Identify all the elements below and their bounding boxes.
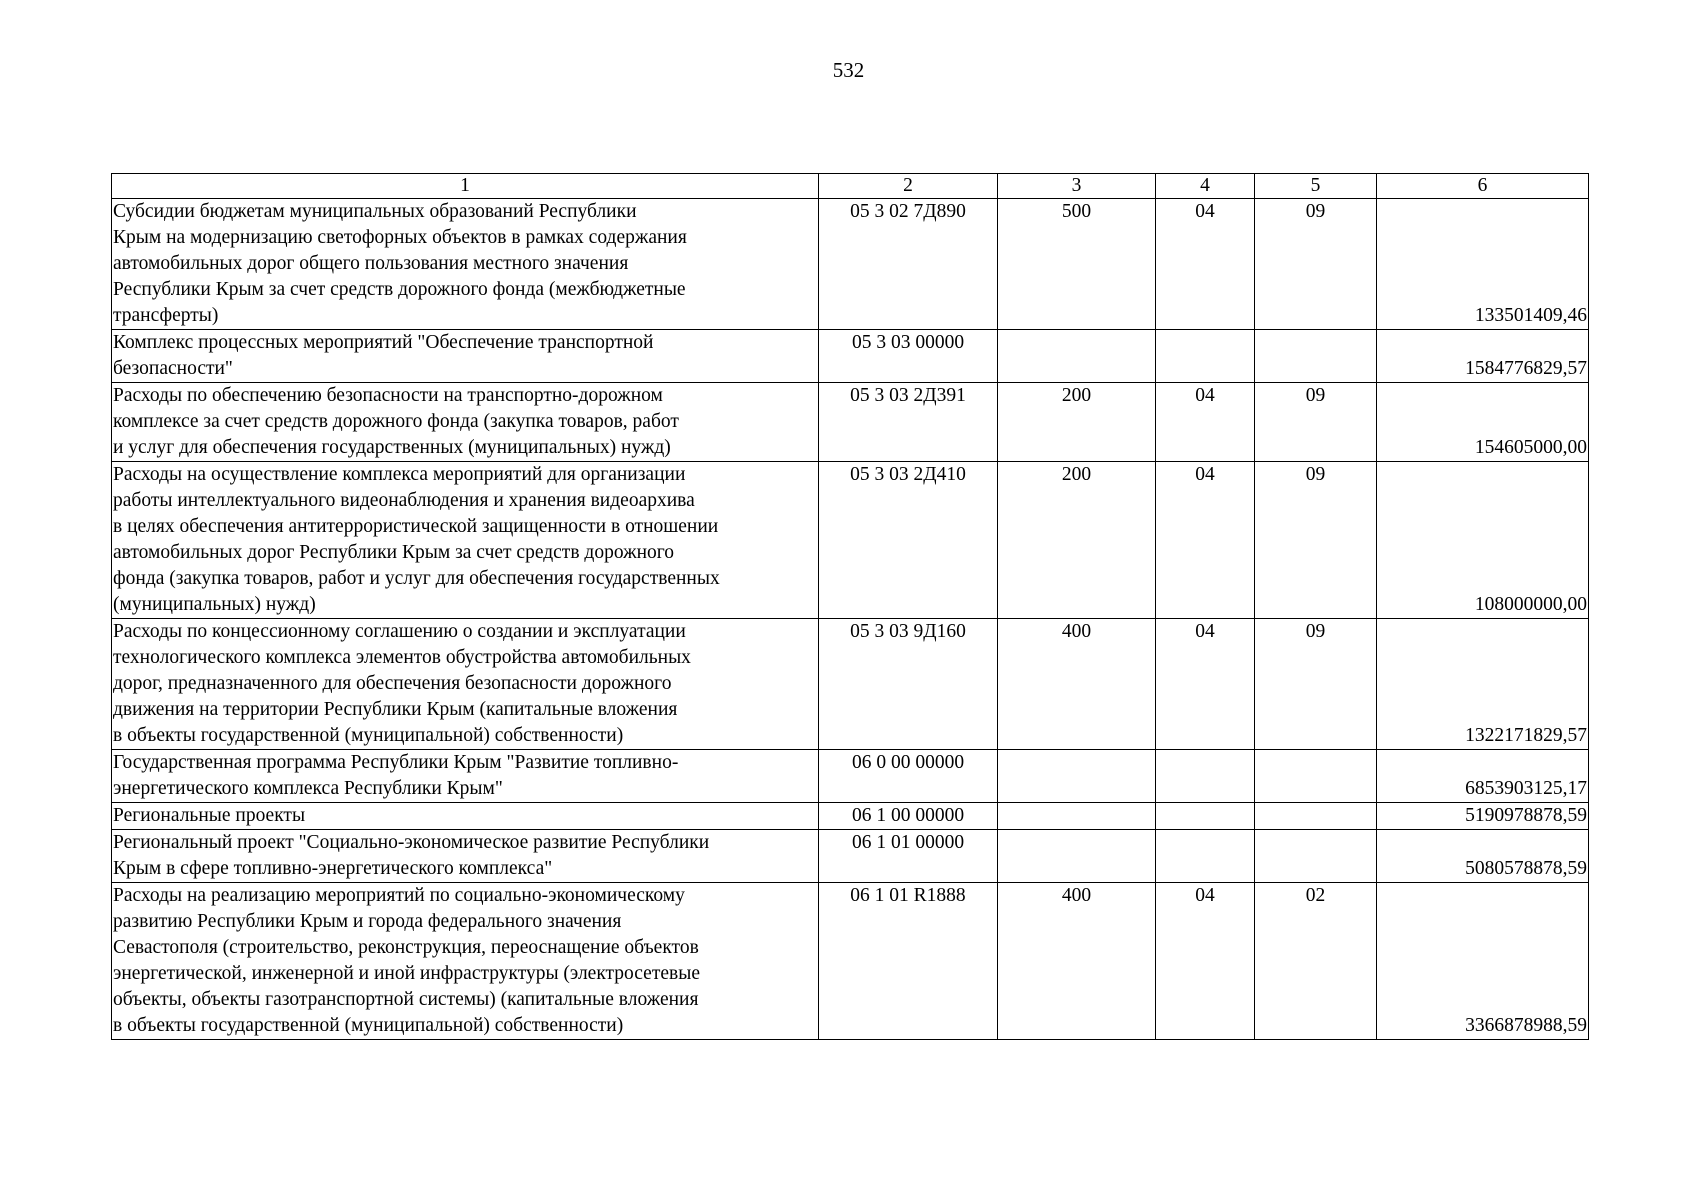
row-name: Государственная программа Республики Крым "Развитие топливно- энергетического комплекса Республики Крым" bbox=[112, 750, 819, 803]
table-row bbox=[112, 199, 1589, 330]
row-expense-type: 200 bbox=[998, 383, 1156, 462]
row-target-article-code: 05 3 03 9Д160 bbox=[819, 619, 998, 750]
row-section: 04 bbox=[1156, 383, 1255, 462]
row-subsection: 09 bbox=[1255, 462, 1377, 619]
row-subsection bbox=[1255, 803, 1377, 830]
table-row bbox=[112, 830, 1589, 883]
table-row bbox=[112, 803, 1589, 830]
row-target-article-code: 05 3 03 00000 bbox=[819, 330, 998, 383]
row-expense-type bbox=[998, 830, 1156, 883]
row-expense-type: 400 bbox=[998, 883, 1156, 1040]
row-target-article-code: 05 3 03 2Д410 bbox=[819, 462, 998, 619]
row-amount: 3366878988,59 bbox=[1377, 883, 1589, 1040]
row-section: 04 bbox=[1156, 619, 1255, 750]
row-amount: 133501409,46 bbox=[1377, 199, 1589, 330]
row-target-article-code: 05 3 03 2Д391 bbox=[819, 383, 998, 462]
row-section: 04 bbox=[1156, 199, 1255, 330]
row-amount: 108000000,00 bbox=[1377, 462, 1589, 619]
row-section bbox=[1156, 750, 1255, 803]
budget-table bbox=[111, 173, 1589, 1040]
column-header: 5 bbox=[1255, 174, 1377, 199]
row-section bbox=[1156, 830, 1255, 883]
row-expense-type: 200 bbox=[998, 462, 1156, 619]
row-amount: 1584776829,57 bbox=[1377, 330, 1589, 383]
row-expense-type bbox=[998, 803, 1156, 830]
row-expense-type bbox=[998, 750, 1156, 803]
row-section bbox=[1156, 330, 1255, 383]
row-subsection bbox=[1255, 750, 1377, 803]
row-name: Региональный проект "Социально-экономическое развитие Республики Крым в сфере топливно-энергетического комплекса" bbox=[112, 830, 819, 883]
row-target-article-code: 05 3 02 7Д890 bbox=[819, 199, 998, 330]
row-section: 04 bbox=[1156, 462, 1255, 619]
table-header-row bbox=[112, 174, 1589, 199]
row-amount: 5080578878,59 bbox=[1377, 830, 1589, 883]
row-subsection: 09 bbox=[1255, 619, 1377, 750]
row-section bbox=[1156, 803, 1255, 830]
row-name: Региональные проекты bbox=[112, 803, 819, 830]
table-row bbox=[112, 883, 1589, 1040]
row-amount: 1322171829,57 bbox=[1377, 619, 1589, 750]
row-amount: 154605000,00 bbox=[1377, 383, 1589, 462]
row-subsection: 09 bbox=[1255, 383, 1377, 462]
page-number: 532 bbox=[832, 58, 865, 82]
row-amount: 6853903125,17 bbox=[1377, 750, 1589, 803]
row-target-article-code: 06 1 01 00000 bbox=[819, 830, 998, 883]
row-amount: 5190978878,59 bbox=[1377, 803, 1589, 830]
row-subsection bbox=[1255, 330, 1377, 383]
column-header: 4 bbox=[1156, 174, 1255, 199]
row-name: Расходы по концессионному соглашению о создании и эксплуатации технологического комплекса элементов обустройства автомобильных дорог, предназначенного для обеспечения безопасности дорожного движения на территории Республики Крым (капитальные вложения в объекты государственной (муниципальной) собственности) bbox=[112, 619, 819, 750]
row-expense-type: 500 bbox=[998, 199, 1156, 330]
row-subsection: 02 bbox=[1255, 883, 1377, 1040]
row-expense-type bbox=[998, 330, 1156, 383]
table-row bbox=[112, 330, 1589, 383]
row-expense-type: 400 bbox=[998, 619, 1156, 750]
table-row bbox=[112, 619, 1589, 750]
table-row bbox=[112, 750, 1589, 803]
row-name: Расходы по обеспечению безопасности на транспортно-дорожном комплексе за счет средств дорожного фонда (закупка товаров, работ и услуг для обеспечения государственных (муниципальных) нужд) bbox=[112, 383, 819, 462]
table-row bbox=[112, 383, 1589, 462]
row-target-article-code: 06 1 01 R1888 bbox=[819, 883, 998, 1040]
row-subsection: 09 bbox=[1255, 199, 1377, 330]
row-name: Субсидии бюджетам муниципальных образований Республики Крым на модернизацию светофорных объектов в рамках содержания автомобильных дорог общего пользования местного значения Республики Крым за счет средств дорожного фонда (межбюджетные трансферты) bbox=[112, 199, 819, 330]
row-target-article-code: 06 0 00 00000 bbox=[819, 750, 998, 803]
row-target-article-code: 06 1 00 00000 bbox=[819, 803, 998, 830]
row-subsection bbox=[1255, 830, 1377, 883]
row-section: 04 bbox=[1156, 883, 1255, 1040]
column-header: 6 bbox=[1377, 174, 1589, 199]
column-header: 2 bbox=[819, 174, 998, 199]
row-name: Комплекс процессных мероприятий "Обеспечение транспортной безопасности" bbox=[112, 330, 819, 383]
row-name: Расходы на осуществление комплекса мероприятий для организации работы интеллектуального видеонаблюдения и хранения видеоархива в целях обеспечения антитеррористической защищенности в отношении автомобильных дорог Республики Крым за счет средств дорожного фонда (закупка товаров, работ и услуг для обеспечения государственных (муниципальных) нужд) bbox=[112, 462, 819, 619]
row-name: Расходы на реализацию мероприятий по социально-экономическому развитию Республики Крым и города федерального значения Севастополя (строительство, реконструкция, переоснащение объектов энергетической, инженерной и иной инфраструктуры (электросетевые объекты, объекты газотранспортной системы) (капитальные вложения в объекты государственной (муниципальной) собственности) bbox=[112, 883, 819, 1040]
column-header: 1 bbox=[112, 174, 819, 199]
column-header: 3 bbox=[998, 174, 1156, 199]
table-row bbox=[112, 462, 1589, 619]
